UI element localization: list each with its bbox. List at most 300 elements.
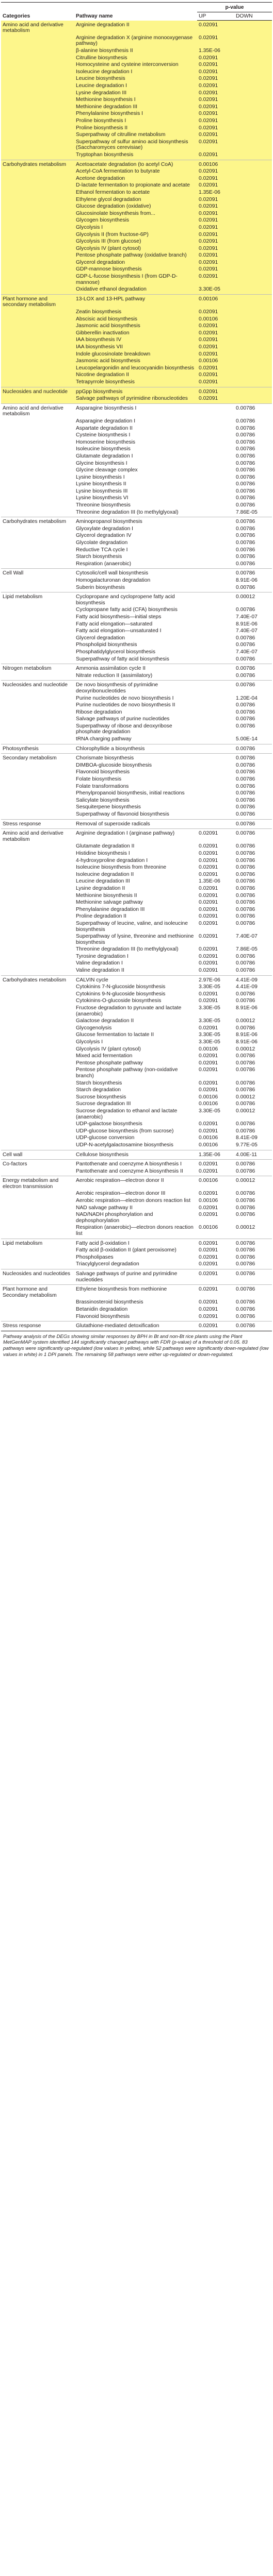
category-cell-empty [1, 117, 74, 125]
pathway-name-cell: Glycine biosynthesis I [76, 460, 127, 466]
table-row [1, 561, 272, 569]
pvalue-up-cell: 3.30E-05 [197, 286, 234, 294]
category-cell-empty [1, 649, 74, 656]
pathway-name-cell: Cytokinins-O-glucoside biosynthesis [76, 998, 162, 1004]
table-row [1, 474, 272, 481]
pathway-name-cell: Asparagine biosynthesis I [74, 403, 197, 418]
pathway-name-cell: Superpathway of flavonoid biosynthesis [76, 811, 169, 817]
pathway-name-cell: Glycolysis I [76, 1039, 103, 1045]
pvalue-up-cell: 1.35E-06 [199, 878, 220, 885]
category-cell-empty [1, 35, 74, 47]
category-cell-empty [1, 790, 74, 797]
pvalue-down-cell [234, 344, 272, 351]
pvalue-up-cell: 0.02091 [199, 1060, 218, 1066]
category-cell-empty [1, 273, 74, 286]
table-row [1, 82, 272, 90]
category-cell-empty [1, 1211, 74, 1224]
table-row [1, 1269, 272, 1285]
pathway-name-cell: Pantothenate and coenzyme A biosynthesis II [76, 1168, 183, 1174]
category-cell-empty [1, 1190, 74, 1197]
pvalue-up-cell [197, 532, 234, 539]
category-cell-empty [1, 776, 74, 783]
table-row [1, 723, 272, 736]
category-cell-empty [1, 1025, 74, 1032]
table-row [1, 467, 272, 474]
table-row [1, 997, 272, 1005]
table-row [1, 843, 272, 850]
pvalue-down-cell: 0.00786 [234, 829, 272, 843]
category-cell-empty [1, 584, 74, 592]
category-cell-empty [1, 1108, 74, 1121]
table-row [1, 1100, 272, 1108]
pvalue-down-cell: 0.00786 [236, 1168, 255, 1174]
table-row [1, 495, 272, 502]
table-row [1, 864, 272, 871]
pvalue-up-cell [197, 502, 234, 509]
pathway-name-cell: Zeatin biosynthesis [74, 309, 197, 316]
table-row [1, 829, 272, 843]
pathway-name-cell: Mixed acid fermentation [76, 1053, 133, 1059]
table-row [1, 592, 272, 607]
pvalue-down-cell: 0.00786 [236, 1080, 255, 1086]
category-cell: Cell Wall [1, 569, 74, 577]
pathway-name-cell: Glycogen biosynthesis [74, 217, 197, 224]
table-row [1, 395, 272, 403]
pvalue-up-cell: 0.02091 [199, 865, 218, 871]
table-row [1, 991, 272, 998]
pathway-name-cell: Lysine biosynthesis II [76, 481, 126, 487]
pvalue-down-cell: 7.40E-07 [236, 614, 258, 620]
pathway-name-cell: Cytosolic/cell wall biosynthesis [74, 569, 197, 577]
category-cell-empty [1, 61, 74, 69]
pvalue-down-cell: 0.00786 [236, 460, 255, 466]
table-row [1, 1094, 272, 1101]
table-row [1, 323, 272, 330]
category-cell-empty [1, 210, 74, 217]
table-row [1, 1150, 272, 1160]
pvalue-down-cell [234, 336, 272, 344]
category-cell-empty [1, 509, 74, 517]
pathway-name-cell: Glucose fermentation to lactate II [76, 1032, 154, 1038]
pathway-name-cell: Acetone degradation [74, 175, 197, 182]
pvalue-down-cell: 0.00786 [236, 607, 255, 613]
pathway-name-cell: Purine nucleotides de novo biosynthesis I [76, 695, 174, 701]
pvalue-down-cell [234, 47, 272, 55]
pvalue-up-cell [197, 488, 234, 495]
pathway-name-cell: Superpathway of citrulline metabolism [74, 131, 197, 139]
pvalue-up-cell: 0.02091 [197, 96, 234, 104]
pvalue-down-cell [234, 69, 272, 76]
pvalue-down-cell [234, 182, 272, 189]
pvalue-up-cell [197, 584, 234, 592]
pvalue-up-cell [197, 656, 234, 664]
category-cell-empty [1, 1031, 74, 1039]
pvalue-up-cell [197, 474, 234, 481]
pathway-name-cell: Cytokinins 7-N-glucoside biosynthesis [76, 984, 166, 990]
pvalue-down-cell: 0.00786 [234, 754, 272, 762]
table-row [1, 899, 272, 906]
pvalue-up-cell: 0.02091 [197, 252, 234, 259]
pathway-name-cell: UDP-N-acetylgalactosamine biosynthesis [76, 1142, 173, 1148]
pvalue-down-cell: 0.00786 [236, 885, 255, 891]
pathway-name-cell: Methionine biosynthesis II [76, 892, 137, 899]
table-row [1, 425, 272, 432]
pvalue-up-cell [197, 495, 234, 502]
pvalue-up-cell: 0.02091 [199, 1087, 218, 1093]
category-cell-empty [1, 309, 74, 316]
pathway-name-cell: Lysine degradation II [76, 885, 125, 891]
pvalue-up-cell: 0.02091 [197, 266, 234, 273]
pathway-name-cell: Methionine biosynthesis I [74, 96, 197, 104]
pvalue-up-cell: 0.02091 [197, 829, 234, 843]
table-row [1, 1176, 272, 1191]
pvalue-up-cell: 1.35E-06 [197, 1150, 234, 1160]
pvalue-down-cell: 0.00786 [236, 1067, 255, 1073]
pvalue-down-cell [234, 266, 272, 273]
pvalue-down-cell [234, 224, 272, 231]
pvalue-up-cell: 0.00106 [199, 1198, 218, 1204]
pvalue-down-cell [234, 139, 272, 151]
table-row [1, 1313, 272, 1321]
pvalue-up-cell: 0.02091 [199, 968, 218, 974]
category-cell: Stress response [1, 819, 74, 829]
pvalue-up-cell: 0.02091 [199, 1299, 218, 1306]
pvalue-up-cell: 0.02091 [199, 991, 218, 997]
pvalue-down-cell [234, 395, 272, 403]
pvalue-up-cell [197, 517, 234, 526]
pvalue-up-cell: 0.02091 [197, 336, 234, 344]
pathway-name-cell: Pentose phosphate pathway [76, 1060, 143, 1066]
pvalue-up-cell: 0.02091 [197, 125, 234, 132]
table-row [1, 1087, 272, 1094]
pvalue-down-cell [234, 189, 272, 196]
category-cell-empty [1, 539, 74, 547]
table-row [1, 266, 272, 273]
pvalue-up-cell [197, 453, 234, 460]
pvalue-up-cell: 0.02091 [197, 168, 234, 175]
pvalue-up-cell [197, 577, 234, 584]
table-row [1, 716, 272, 723]
pathway-name-cell: Isoleucine degradation II [76, 871, 134, 877]
table-row [1, 1039, 272, 1046]
category-cell-empty [1, 1066, 74, 1079]
category-cell-empty [1, 217, 74, 224]
category-cell-empty [1, 906, 74, 913]
category-cell-empty [1, 379, 74, 387]
pathway-name-cell: Aerobic respiration—electron donors reaction list [76, 1198, 191, 1204]
pvalue-down-cell [234, 379, 272, 387]
category-cell-empty [1, 628, 74, 635]
pvalue-down-cell: 0.00012 [236, 1046, 255, 1052]
pathway-name-cell: Leucine degradation I [74, 82, 197, 90]
category-cell: Carbohydrates metabolism [1, 160, 74, 168]
table-row [1, 387, 272, 395]
pvalue-up-cell: 0.02091 [199, 953, 218, 959]
category-cell-empty [1, 892, 74, 900]
category-cell-empty [1, 351, 74, 358]
pathway-name-cell: Glyoxylate degradation I [76, 526, 134, 532]
pvalue-down-cell: 0.00786 [236, 1060, 255, 1066]
category-cell-empty [1, 621, 74, 628]
category-cell-empty [1, 139, 74, 151]
category-cell-empty [1, 358, 74, 365]
pvalue-up-cell: 0.02091 [197, 224, 234, 231]
category-cell-empty [1, 1094, 74, 1101]
pvalue-down-cell: 0.00786 [236, 998, 255, 1004]
category-cell-empty [1, 878, 74, 885]
pvalue-down-cell: 9.77E-05 [236, 1142, 258, 1148]
category-cell-empty [1, 1128, 74, 1135]
pvalue-down-cell [234, 90, 272, 97]
pathway-name-cell: Betanidin degradation [76, 1306, 128, 1312]
table-row [1, 946, 272, 953]
pvalue-down-cell: 0.00786 [236, 584, 255, 590]
table-row [1, 1005, 272, 1018]
category-cell-empty [1, 125, 74, 132]
category-cell-empty [1, 252, 74, 259]
category-cell-empty [1, 502, 74, 509]
pvalue-up-cell [197, 526, 234, 533]
table-row [1, 104, 272, 111]
pvalue-up-cell: 0.02091 [197, 1160, 234, 1168]
pvalue-down-cell: 0.00786 [236, 1313, 255, 1319]
pvalue-down-cell [234, 210, 272, 217]
table-row [1, 446, 272, 453]
pvalue-up-cell: 0.02091 [197, 35, 234, 47]
pvalue-down-cell: 0.00786 [234, 1160, 272, 1168]
pvalue-down-cell: 4.00E-11 [234, 1150, 272, 1160]
category-cell: Co-factors [1, 1160, 74, 1168]
pvalue-up-cell: 3.30E-05 [199, 1108, 220, 1114]
category-cell-empty [1, 1261, 74, 1269]
category-cell-empty [1, 1121, 74, 1128]
pvalue-up-cell [197, 460, 234, 467]
header-categories: Categories [1, 3, 74, 21]
pvalue-up-cell: 0.02091 [197, 75, 234, 82]
table-row [1, 776, 272, 783]
table-row [1, 1031, 272, 1039]
table-row [1, 967, 272, 975]
pvalue-up-cell [197, 783, 234, 790]
category-cell-empty [1, 1306, 74, 1313]
pathway-name-cell: Salvage pathways of purine nucleotides [76, 716, 170, 722]
pvalue-down-cell: 0.00786 [236, 495, 255, 501]
pvalue-down-cell [234, 294, 272, 309]
table-row [1, 294, 272, 309]
category-cell-empty [1, 614, 74, 621]
table-row [1, 695, 272, 702]
category-cell: Amino acid and derivative metabolism [1, 21, 74, 35]
pvalue-up-cell: 0.02091 [199, 1025, 218, 1031]
table-row [1, 649, 272, 656]
table-row [1, 1060, 272, 1067]
table-row [1, 709, 272, 716]
table-row [1, 344, 272, 351]
pvalue-down-cell: 0.00786 [236, 804, 255, 810]
pathway-name-cell: β-alanine biosynthesis II [74, 47, 197, 55]
pvalue-up-cell: 0.02091 [199, 1254, 218, 1260]
pvalue-down-cell [234, 330, 272, 337]
pathway-name-cell: Superpathway of fatty acid biosynthesis [76, 656, 169, 662]
pvalue-up-cell: 0.02091 [197, 151, 234, 160]
table-row [1, 125, 272, 132]
pvalue-up-cell: 0.02091 [197, 196, 234, 204]
pathway-name-cell: Chorismate biosynthesis [74, 754, 197, 762]
table-row [1, 273, 272, 286]
pathway-name-cell: Gibberellin inactivation [74, 330, 197, 337]
pathway-name-cell: Flavonoid biosynthesis [76, 769, 130, 775]
table-row [1, 286, 272, 294]
category-cell-empty [1, 1299, 74, 1306]
table-row [1, 1018, 272, 1025]
pvalue-down-cell: 0.00012 [236, 1018, 255, 1024]
pvalue-up-cell: 0.02091 [197, 1269, 234, 1285]
pvalue-up-cell: 0.02091 [199, 1080, 218, 1086]
table-row [1, 210, 272, 217]
category-cell-empty [1, 695, 74, 702]
pathway-name-cell: Reductive TCA cycle I [76, 547, 128, 553]
pvalue-down-cell: 0.00786 [236, 1087, 255, 1093]
pvalue-up-cell: 0.02091 [199, 960, 218, 967]
pathway-name-cell: Jasmonic acid biosynthesis [74, 358, 197, 365]
pvalue-down-cell: 0.00012 [236, 1108, 255, 1114]
table-row [1, 614, 272, 621]
pvalue-down-cell: 0.00786 [236, 953, 255, 959]
pvalue-up-cell: 1.35E-06 [197, 47, 234, 55]
pvalue-up-cell [197, 467, 234, 474]
pathway-name-cell: Glycogenolysis [76, 1025, 112, 1031]
pvalue-up-cell: 0.02091 [197, 1285, 234, 1299]
pathway-name-cell: Valine degradation I [76, 960, 123, 967]
category-cell-empty [1, 231, 74, 239]
pvalue-up-cell [197, 744, 234, 754]
pvalue-down-cell [234, 238, 272, 245]
pvalue-up-cell: 0.00106 [197, 316, 234, 323]
table-row [1, 553, 272, 561]
category-cell-empty [1, 991, 74, 998]
table-row [1, 460, 272, 467]
pvalue-up-cell: 0.02091 [199, 1313, 218, 1319]
table-row [1, 769, 272, 776]
pathway-name-cell: Tetrapyrrole biosynthesis [74, 379, 197, 387]
pvalue-down-cell: 0.00786 [236, 776, 255, 783]
table-row [1, 259, 272, 266]
category-cell-empty [1, 804, 74, 811]
pvalue-up-cell [197, 702, 234, 709]
pvalue-down-cell: 0.00012 [236, 1225, 255, 1231]
pvalue-down-cell: 0.00786 [236, 1128, 255, 1134]
pvalue-down-cell: 0.00786 [236, 481, 255, 487]
pvalue-up-cell [197, 664, 234, 672]
table-row [1, 635, 272, 642]
pathway-name-cell: Histidine biosynthesis I [76, 850, 130, 856]
pvalue-up-cell: 0.02091 [199, 850, 218, 856]
category-cell-empty [1, 561, 74, 569]
pvalue-up-cell [197, 425, 234, 432]
table-row [1, 885, 272, 892]
pvalue-up-cell: 0.02091 [199, 900, 218, 906]
category-cell-empty [1, 606, 74, 614]
table-row [1, 160, 272, 168]
pvalue-up-cell: 0.02091 [197, 330, 234, 337]
pathway-name-cell: Homocysteine and cysteine interconversion [74, 61, 197, 69]
category-cell-empty [1, 635, 74, 642]
table-body [1, 21, 272, 1331]
pvalue-up-cell [197, 797, 234, 804]
table-row [1, 90, 272, 97]
pathway-name-cell: Lysine biosynthesis I [76, 474, 125, 480]
category-cell: Nucleosides and nucleotide [1, 681, 74, 695]
pvalue-up-cell [197, 790, 234, 797]
category-cell-empty [1, 672, 74, 681]
pvalue-up-cell: 0.02091 [199, 946, 218, 953]
category-cell-empty [1, 967, 74, 975]
table-row [1, 1142, 272, 1150]
pathway-name-cell: Isoleucine biosynthesis from threonine [76, 865, 167, 871]
pvalue-up-cell: 0.02091 [197, 82, 234, 90]
category-cell-empty [1, 266, 74, 273]
category-cell-empty [1, 481, 74, 488]
pvalue-up-cell: 0.02091 [199, 934, 218, 940]
category-cell-empty [1, 55, 74, 62]
pvalue-down-cell: 0.00786 [236, 913, 255, 920]
pathway-name-cell: Methionine salvage pathway [76, 900, 143, 906]
pathway-name-cell: Threonine degradation III (to methylglyoxal) [76, 509, 179, 515]
pvalue-up-cell [197, 547, 234, 554]
category-cell-empty [1, 656, 74, 664]
table-row [1, 453, 272, 460]
pvalue-down-cell: 0.00786 [236, 811, 255, 817]
pvalue-up-cell [197, 819, 234, 829]
pathway-name-cell: Galactose degradation II [76, 1018, 134, 1024]
pathway-name-cell: Acetyl-CoA fermentation to butyrate [74, 168, 197, 175]
pvalue-up-cell: 0.02091 [197, 110, 234, 117]
category-cell-empty [1, 783, 74, 790]
pvalue-down-cell: 0.00786 [236, 968, 255, 974]
table-row [1, 1321, 272, 1331]
pvalue-down-cell: 7.86E-05 [236, 946, 258, 953]
category-cell: Secondary metabolism [1, 754, 74, 762]
pvalue-up-cell: 1.35E-06 [197, 189, 234, 196]
table-row [1, 252, 272, 259]
pathway-name-cell: Cytokinins 9-N-glucoside biosynthesis [76, 991, 166, 997]
table-row [1, 1025, 272, 1032]
table-row [1, 1205, 272, 1212]
pvalue-up-cell [197, 628, 234, 635]
pvalue-up-cell: 0.02091 [199, 1261, 218, 1267]
category-cell-empty [1, 82, 74, 90]
pathway-name-cell: Ethylene biosynthesis from methionine [74, 1285, 197, 1299]
pvalue-up-cell: 0.02091 [199, 913, 218, 920]
pvalue-down-cell: 0.00786 [236, 561, 255, 567]
pathway-name-cell: Phenylalanine degradation III [76, 906, 145, 912]
table-row [1, 754, 272, 762]
pvalue-down-cell: 0.00786 [236, 850, 255, 856]
pathway-name-cell: GDP-L-fucose biosynthesis I (from GDP-D-mannose) [74, 273, 197, 286]
pvalue-down-cell [234, 160, 272, 168]
pvalue-down-cell [234, 125, 272, 132]
pvalue-down-cell [234, 245, 272, 252]
pvalue-up-cell: 0.00106 [197, 358, 234, 365]
pvalue-up-cell: 0.02091 [197, 259, 234, 266]
pvalue-down-cell: 7.40E-07 [236, 628, 258, 634]
category-cell-empty [1, 259, 74, 266]
pathway-name-cell: Threonine degradation III (to methylglyoxal) [76, 946, 179, 953]
category-cell-empty [1, 1254, 74, 1261]
category-cell-empty [1, 1142, 74, 1150]
pathway-name-cell: Glycolate degradation [76, 540, 128, 546]
table-row [1, 871, 272, 878]
